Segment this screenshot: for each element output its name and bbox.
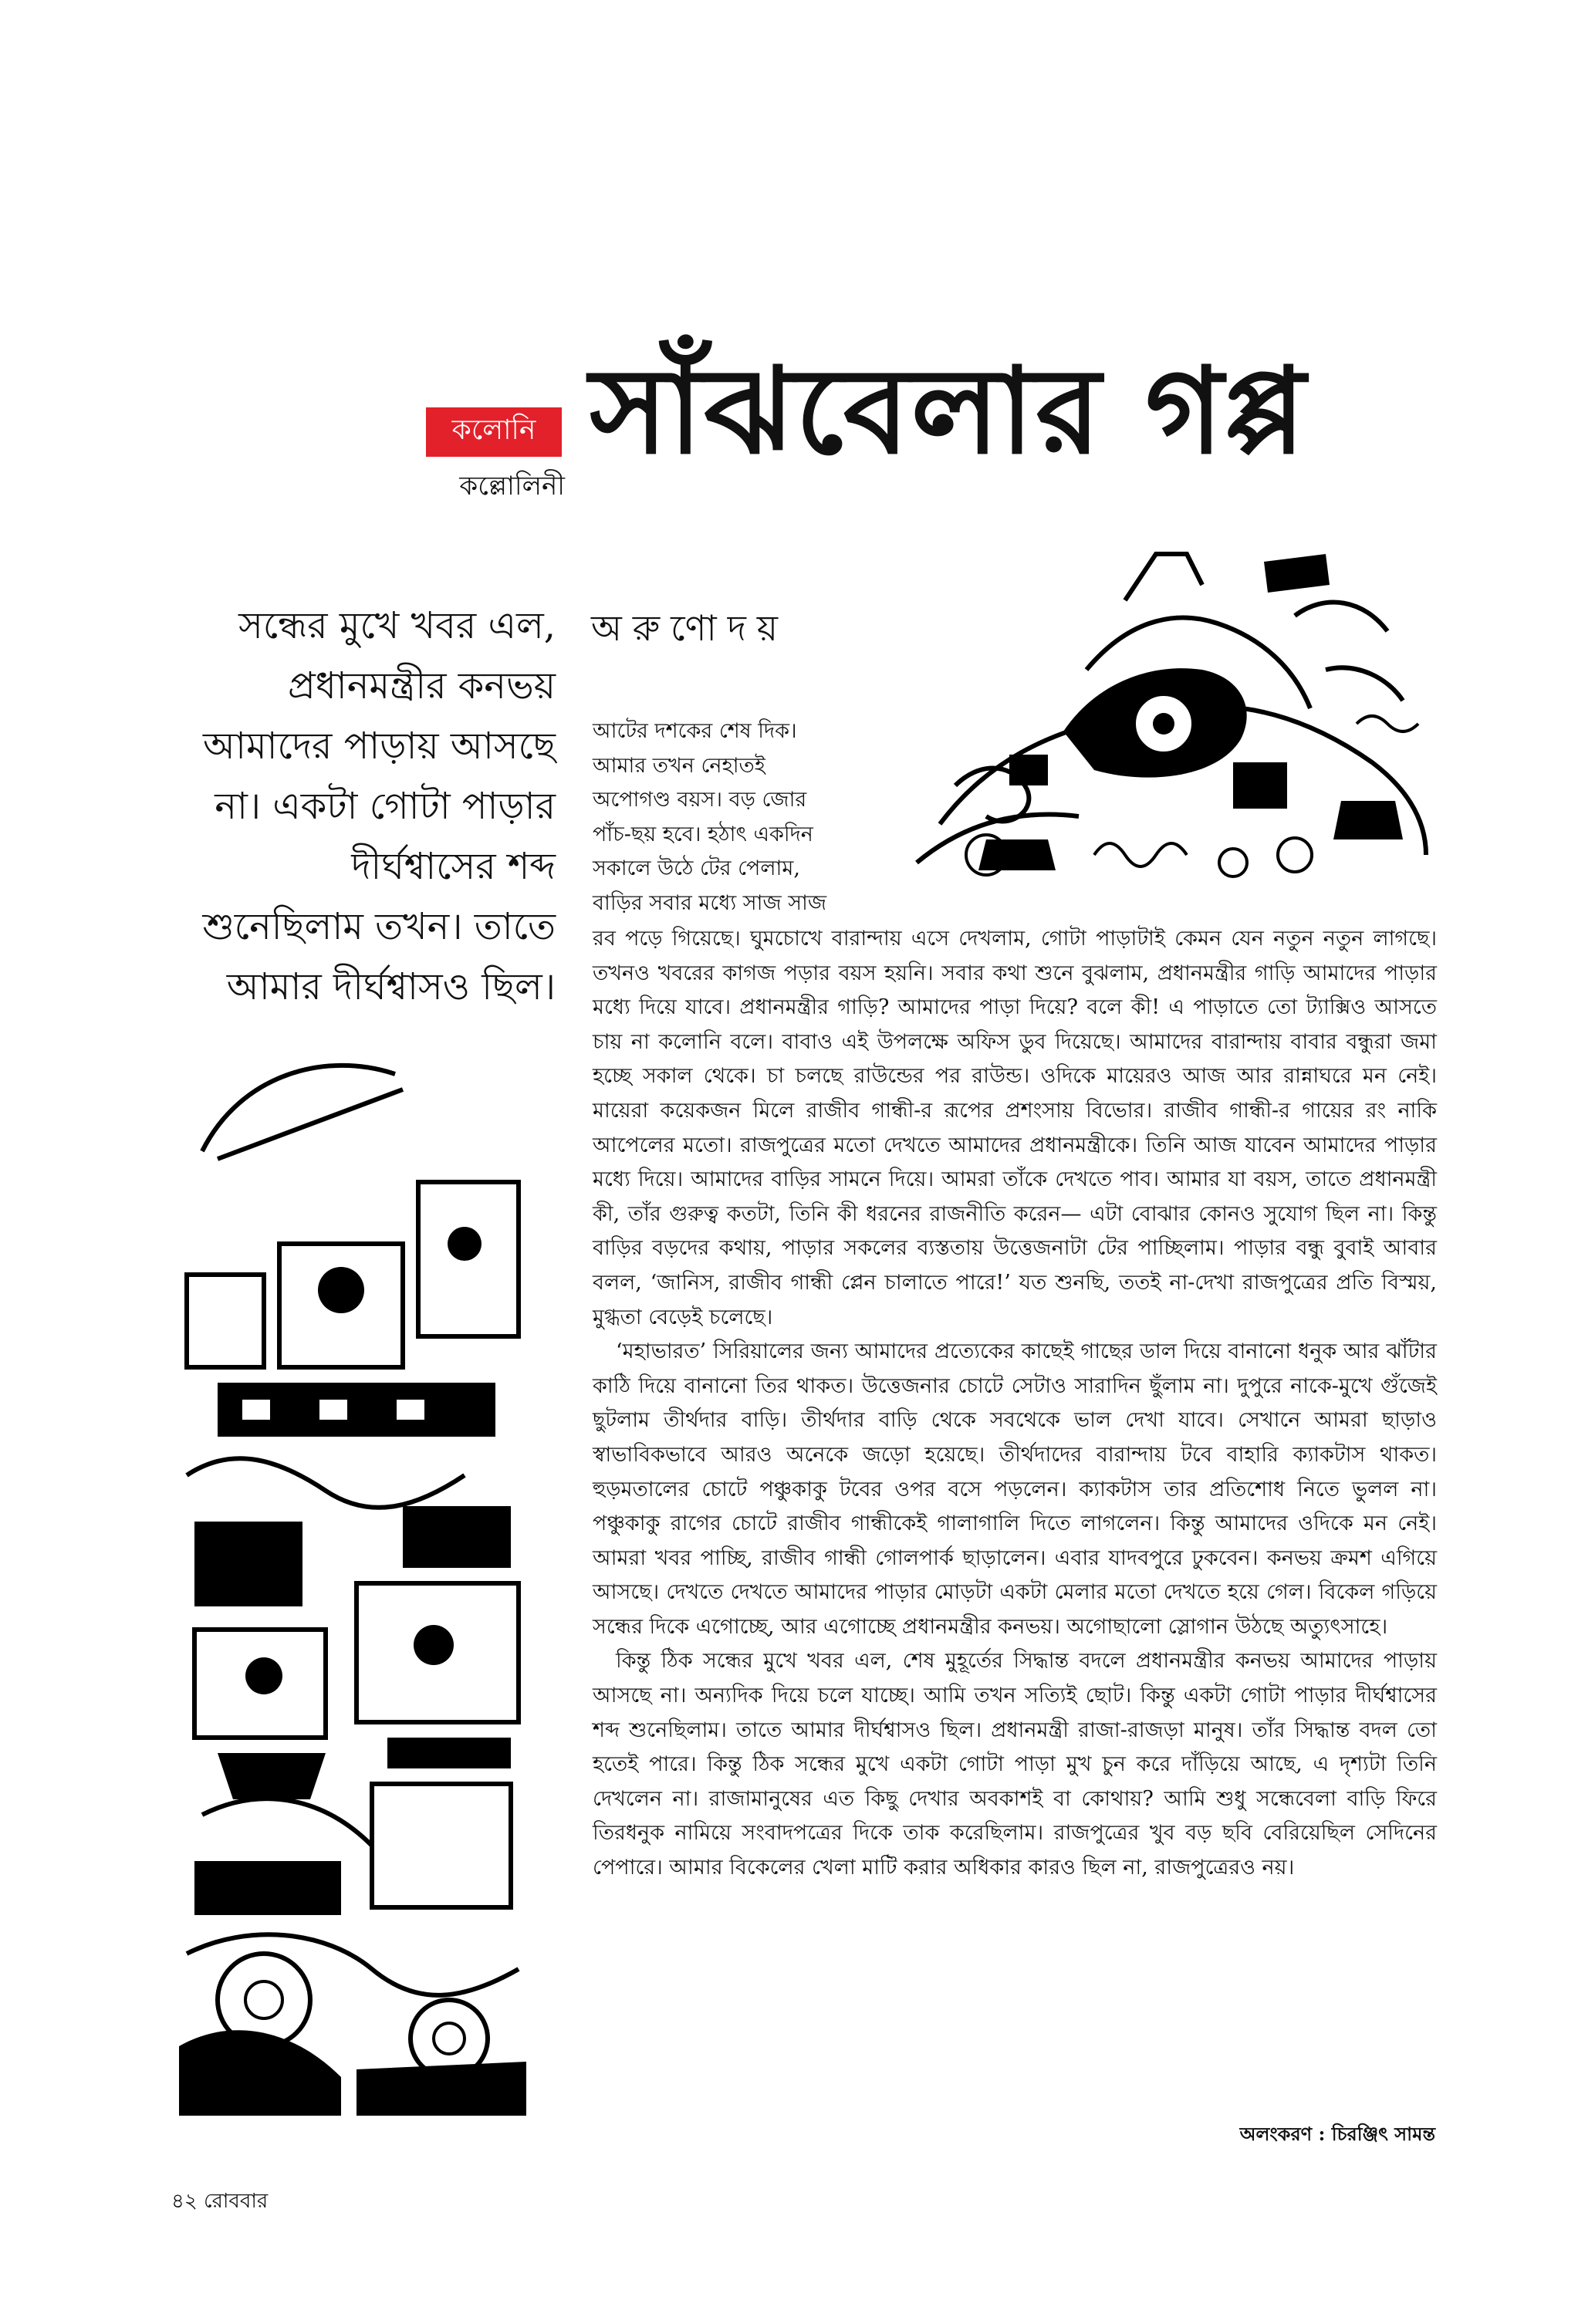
intro-line: সকালে উঠে টের পেলাম, — [593, 856, 800, 881]
article-body — [593, 922, 1437, 1886]
pull-quote-line: প্রধানমন্ত্রীর কনভয় — [288, 664, 556, 708]
body-paragraph: ‘মহাভারত’ সিরিয়ালের জন্য আমাদের প্রত্যেকের কাছেই গাছের ডাল দিয়ে বানানো ধনুক আর ঝাঁটার কাঠি দিয়ে বানানো তির থাকত। উত্তেজনার চোটে সেটাও সারাদিন ছুঁলাম না। দুপুরে নাকে-মুখে গুঁজেই ছুটলাম তীর্থদার বাড়ি। তীর্থদার বাড়ি থেকে সবথেকে ভাল দেখা যাবে। সেখানে আমরা ছাড়াও স্বাভাবিকভাবে আরও অনেকে জড়ো হয়েছে। তীর্থদাদের বারান্দায় টবে বাহারি ক্যাকটাস থাকত। হুড়মতালের চোটে পঞ্চুকাকু টবের ওপর বসে পড়লেন। ক্যাকটাস তার প্রতিশোধ নিতে ভুলল না। পঞ্চুকাকু রাগের চোটে রাজীব গান্ধীকেই গালাগালি দিতে লাগলেন। কিন্তু আমাদের ওদিকে মন নেই। আমরা খবর পাচ্ছি, রাজীব গান্ধী গোলপার্ক ছাড়ালেন। এবার যাদবপুরে ঢুকবেন। কনভয় ক্রমশ এগিয়ে আসছে। দেখতে দেখতে আমাদের পাড়ার মোড়টা একটা মেলার মতো দেখতে হয়ে গেল। বিকেল গড়িয়ে সন্ধের দিকে এগোচ্ছে, আর এগোচ্ছে প্রধানমন্ত্রীর কনভয়। অগোছালো স্লোগান উঠছে অত্যুৎসাহে। — [593, 1339, 1437, 1639]
intro-line: বাড়ির সবার মধ্যে সাজ সাজ — [593, 890, 827, 915]
illustration-credit: অলংকরণ : চিরঞ্জিৎ সামন্ত — [1239, 2123, 1435, 2145]
intro-line: আমার তখন নেহাতই — [593, 753, 765, 778]
pull-quote-line: শুনেছিলাম তখন। তাতে — [202, 905, 556, 948]
pull-quote-line: সন্ধের মুখে খবর এল, — [238, 604, 556, 647]
intro-line: অপোগণ্ড বয়স। বড় জোর — [593, 788, 807, 812]
body-paragraph: রব পড়ে গিয়েছে। ঘুমচোখে বারান্দায় এসে দেখলাম, গোটা পাড়াটাই কেমন যেন নতুন নতুন লাগছে। তখনও খবরের কাগজ পড়ার বয়স হয়নি। সবার কথা শুনে বুঝলাম, প্রধানমন্ত্রীর গাড়ি আমাদের পাড়ার মধ্যে দিয়ে যাবে। প্রধানমন্ত্রীর গাড়ি? আমাদের পাড়া দিয়ে? বলে কী! এ পাড়াতে তো ট্যাক্সিও আসতে চায় না কলোনি বলে। বাবাও এই উপলক্ষে অফিস ডুব দিয়েছে। আমাদের বারান্দায় বাবার বন্ধুরা জমা হচ্ছে সকাল থেকে। চা চলছে রাউন্ডের পর রাউন্ড। ওদিকে মায়েরও আজ আর রান্নাঘরে মন নেই। মায়েরা কয়েকজন মিলে রাজীব গান্ধী-র রূপের প্রশংসায় বিভোর। রাজীব গান্ধী-র গায়ের রং নাকি আপেলের মতো। রাজপুত্রের মতো দেখতে আমাদের প্রধানমন্ত্রীকে। তিনি আজ যাবেন আমাদের পাড়ার মধ্যে দিয়ে। আমাদের বাড়ির সামনে দিয়ে। আমরা তাঁকে দেখতে পাব। আমার যা বয়স, তাতে প্রধানমন্ত্রী কী, তাঁর গুরুত্ব কতটা, তিনি কী ধরনের রাজনীতি করেন— এটা বোঝার কোনও সুযোগ ছিল না। কিন্তু বাড়ির বড়দের কথায়, পাড়ার সকলের ব্যস্ততায় উত্তেজনাটা টের পাচ্ছিলাম। পাড়ার বন্ধু বুবাই আবার বলল, ‘জানিস, রাজীব গান্ধী প্লেন চালাতে পারে!’ যত শুনছি, ততই না-দেখা রাজপুত্রের প্রতি বিস্ময়, মুগ্ধতা বেড়েই চলেছে। — [593, 927, 1437, 1329]
section-tag: কলোনি — [426, 407, 562, 457]
pull-quote — [159, 596, 556, 1017]
pull-quote-line: না। একটা গোটা পাড়ার — [215, 785, 556, 828]
pull-quote-line: আমাদের পাড়ায় আসছে — [202, 725, 556, 768]
author-byline: অরুণোদয় — [591, 607, 789, 649]
pull-quote-line: আমার দীর্ঘশ্বাসও ছিল। — [226, 965, 556, 1008]
section-subtag: কল্লোলিনী — [459, 471, 565, 502]
pull-quote-line: দীর্ঘশ্বাসের শব্দ — [351, 845, 556, 888]
body-paragraph: কিন্তু ঠিক সন্ধের মুখে খবর এল, শেষ মুহূর্তের সিদ্ধান্ত বদলে প্রধানমন্ত্রীর কনভয় আমাদের পাড়ায় আসছে না। অন্যদিক দিয়ে চলে যাচ্ছে। আমি তখন সত্যিই ছোট। কিন্তু একটা গোটা পাড়ার দীর্ঘশ্বাসের শব্দ শুনেছিলাম। তাতে আমার দীর্ঘশ্বাসও ছিল। প্রধানমন্ত্রী রাজা-রাজড়া মানুষ। তাঁর সিদ্ধান্ত বদল তো হতেই পারে। কিন্তু ঠিক সন্ধের মুখে একটা গোটা পাড়া মুখ চুন করে দাঁড়িয়ে আছে, এ দৃশ্যটা তিনি দেখলেন না। রাজামানুষের এত কিছু দেখার অবকাশই বা কোথায়? আমি শুধু সন্ধেবেলা বাড়ি ফিরে তিরধনুক নামিয়ে সংবাদপত্রের দিকে তাক করেছিলাম। রাজপুত্রের খুব বড় ছবি বেরিয়েছিল সেদিনের পেপারে। আমার বিকেলের খেলা মাটি করার অধিকার কারও ছিল না, রাজপুত্রেরও নয়। — [593, 1649, 1437, 1880]
article-intro — [593, 714, 886, 921]
illustration-left — [171, 1043, 534, 2116]
illustration-top — [894, 531, 1434, 893]
article-title: সাঁঝবেলার গপ্প — [590, 341, 1307, 481]
intro-line: পাঁচ-ছয় হবে। হঠাৎ একদিন — [593, 822, 813, 846]
intro-line: আটের দশকের শেষ দিক। — [593, 719, 797, 743]
page-folio: ৪২ রোববার — [171, 2190, 269, 2213]
